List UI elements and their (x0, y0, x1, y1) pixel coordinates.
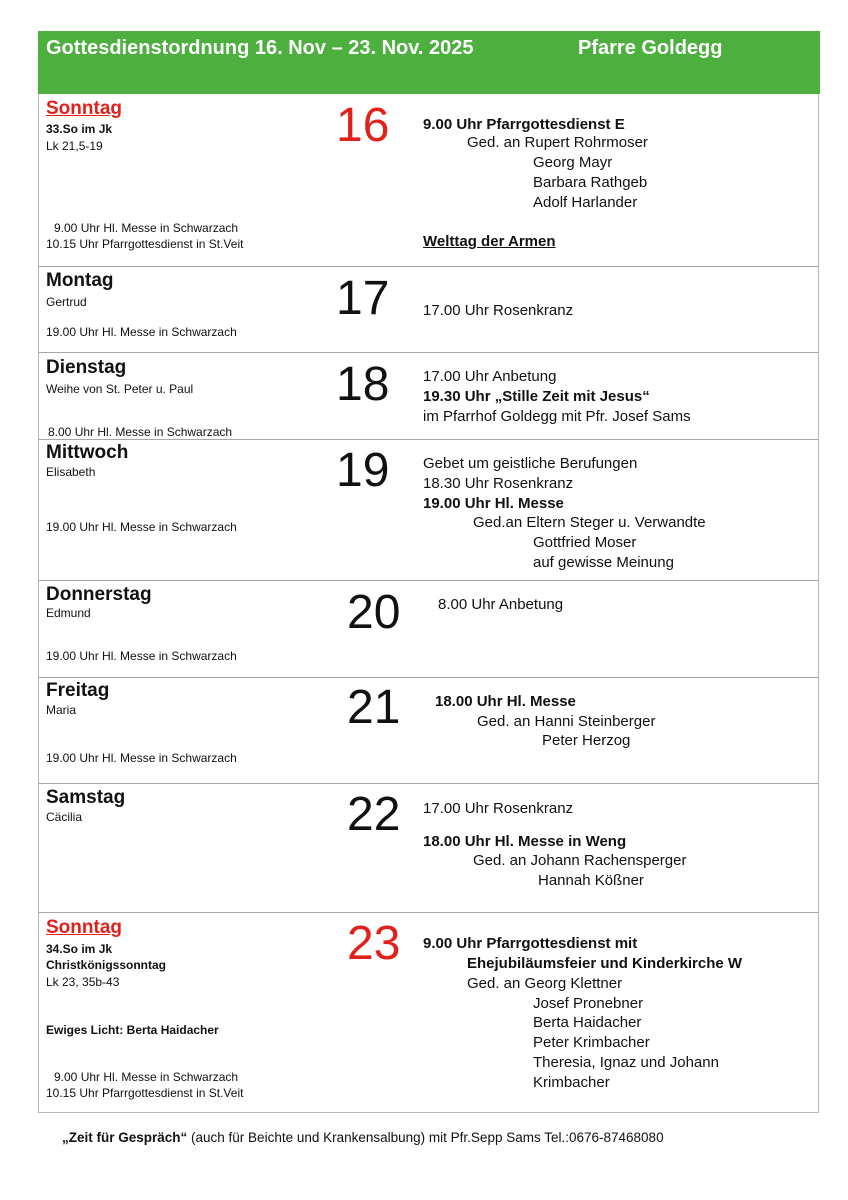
service-line: Peter Herzog (542, 732, 631, 749)
service-line: 9.00 Uhr Pfarrgottesdienst mit (423, 935, 638, 952)
saint-name: Edmund (46, 606, 91, 620)
service-line: Ged. an Rupert Rohrmoser (467, 134, 648, 151)
service-line: Gottfried Moser (533, 534, 637, 551)
liturgical-week: 34.So im Jk (46, 942, 113, 956)
liturgical-week: 33.So im Jk (46, 122, 113, 136)
day-name: Mittwoch (46, 442, 129, 463)
service-line: 18.00 Uhr Hl. Messe in Weng (423, 833, 627, 850)
service-line: Krimbacher (533, 1074, 610, 1091)
mass-note: 9.00 Uhr Hl. Messe in Schwarzach (54, 221, 239, 235)
date-number: 23 (347, 917, 401, 970)
service-line: Welttag der Armen (423, 233, 556, 250)
service-line: Ged. an Georg Klettner (467, 975, 623, 992)
service-line: 19.30 Uhr „Stille Zeit mit Jesus“ (423, 388, 650, 405)
date-number: 18 (336, 358, 390, 411)
service-line: 19.00 Uhr Hl. Messe (423, 495, 564, 512)
day-name: Freitag (46, 680, 110, 701)
row-divider (38, 677, 819, 678)
date-number: 20 (347, 586, 401, 639)
day-name: Samstag (46, 787, 126, 808)
gospel-reading: Lk 21,5-19 (46, 139, 103, 153)
service-line: 8.00 Uhr Anbetung (438, 596, 564, 613)
service-line: Hannah Kößner (538, 872, 644, 889)
mass-note: 10.15 Uhr Pfarrgottesdienst in St.Veit (46, 237, 244, 251)
date-number: 21 (347, 681, 401, 734)
saint-name: Cäcilia (46, 810, 83, 824)
service-line: Josef Pronebner (533, 995, 644, 1012)
mass-note: 19.00 Uhr Hl. Messe in Schwarzach (46, 649, 237, 663)
date-number: 22 (347, 788, 401, 841)
service-line: Ehejubiläumsfeier und Kinderkirche W (467, 955, 743, 972)
footer-note (62, 1130, 664, 1145)
parish-name: Pfarre Goldegg (578, 37, 723, 59)
day-name: Sonntag (46, 98, 122, 119)
mass-note: 9.00 Uhr Hl. Messe in Schwarzach (54, 1070, 239, 1084)
service-line: Georg Mayr (533, 154, 613, 171)
service-line: 17.00 Uhr Rosenkranz (423, 302, 574, 319)
service-line: Ged. an Hanni Steinberger (477, 713, 656, 730)
feast-name: Christkönigssonntag (46, 958, 167, 972)
service-line: Peter Krimbacher (533, 1034, 650, 1051)
mass-note: 19.00 Uhr Hl. Messe in Schwarzach (46, 520, 237, 534)
saint-name: Maria (46, 703, 77, 717)
mass-note: 10.15 Uhr Pfarrgottesdienst in St.Veit (46, 1086, 244, 1100)
date-number: 16 (336, 99, 390, 152)
row-divider (38, 352, 819, 353)
date-number: 19 (336, 444, 390, 497)
service-line: Gebet um geistliche Berufungen (423, 455, 638, 472)
service-line: 17.00 Uhr Anbetung (423, 368, 557, 385)
row-divider (38, 783, 819, 784)
saint-name: Gertrud (46, 295, 87, 309)
row-divider (38, 266, 819, 267)
eternal-light-note: Ewiges Licht: Berta Haidacher (46, 1023, 219, 1037)
saint-name: Weihe von St. Peter u. Paul (46, 382, 194, 396)
page-title: Gottesdienstordnung 16. Nov – 23. Nov. 2025 (46, 37, 474, 59)
row-divider (38, 439, 819, 440)
header-bar (38, 31, 820, 94)
footer-bold: „Zeit für Gespräch“ (62, 1130, 188, 1145)
mass-note: 19.00 Uhr Hl. Messe in Schwarzach (46, 751, 237, 765)
service-line: Barbara Rathgeb (533, 174, 648, 191)
day-name: Sonntag (46, 917, 122, 938)
service-line: im Pfarrhof Goldegg mit Pfr. Josef Sams (423, 408, 691, 425)
service-line: 9.00 Uhr Pfarrgottesdienst E (423, 116, 625, 133)
day-name: Montag (46, 270, 114, 291)
footer-text: (auch für Beichte und Krankensalbung) mit Pfr.Sepp Sams Tel.:0676-87468080 (187, 1130, 664, 1145)
service-line: 17.00 Uhr Rosenkranz (423, 800, 574, 817)
service-line: Adolf Harlander (533, 194, 638, 211)
service-line: Theresia, Ignaz und Johann (533, 1054, 719, 1071)
mass-note: 8.00 Uhr Hl. Messe in Schwarzach (48, 425, 233, 439)
row-divider (38, 580, 819, 581)
gospel-reading: Lk 23, 35b-43 (46, 975, 120, 989)
service-line: 18.00 Uhr Hl. Messe (435, 693, 576, 710)
day-name: Donnerstag (46, 584, 152, 605)
day-name: Dienstag (46, 357, 127, 378)
row-divider (38, 912, 819, 913)
service-line: Ged.an Eltern Steger u. Verwandte (473, 514, 706, 531)
service-line: Ged. an Johann Rachensperger (473, 852, 687, 869)
date-number: 17 (336, 272, 390, 325)
service-line: auf gewisse Meinung (533, 554, 674, 571)
service-line: Berta Haidacher (533, 1014, 642, 1031)
mass-note: 19.00 Uhr Hl. Messe in Schwarzach (46, 325, 237, 339)
saint-name: Elisabeth (46, 465, 96, 479)
service-line: 18.30 Uhr Rosenkranz (423, 475, 574, 492)
